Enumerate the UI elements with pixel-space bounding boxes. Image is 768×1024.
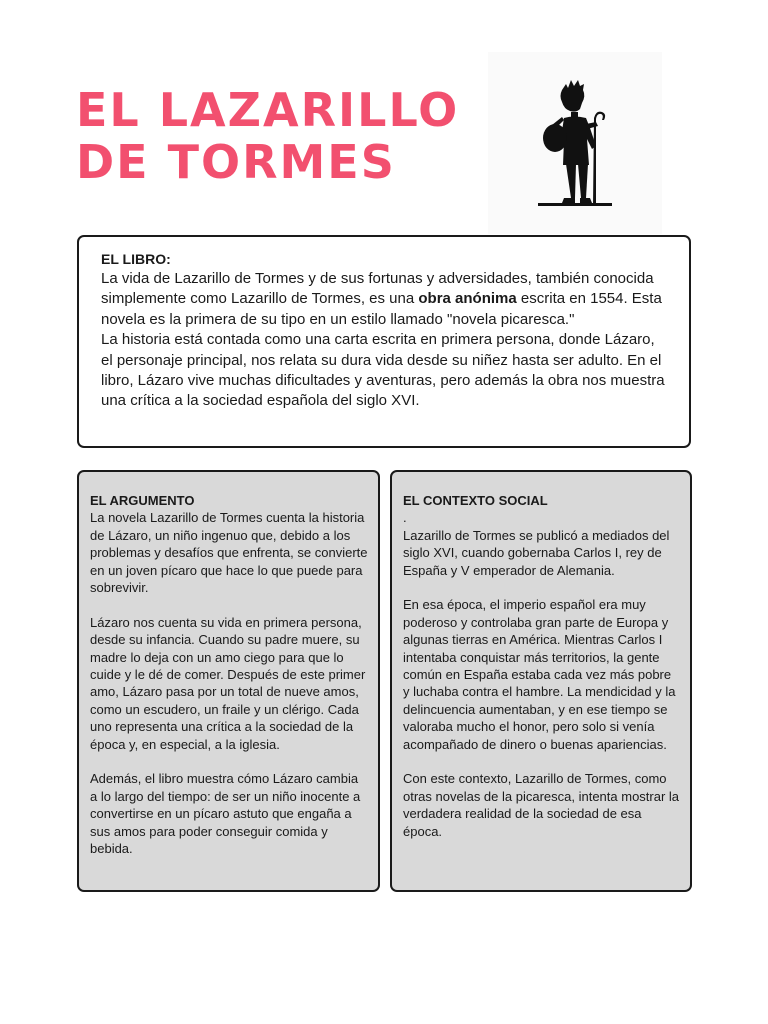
- contexto-paragraph-3: Con este contexto, Lazarillo de Tormes, como otras novelas de la picaresca, intenta mostrar la verdadera realidad de la sociedad de esa época.: [403, 771, 680, 839]
- lazarillo-silhouette-icon: [488, 52, 662, 234]
- libro-p1-bold: obra anónima: [418, 290, 517, 308]
- libro-section: [77, 235, 691, 448]
- illustration: [488, 52, 662, 234]
- argumento-section: [77, 470, 380, 892]
- libro-p1-text-b: escrita en 1554. Esta novela es la primera de su tipo en un estilo llamado "novela picaresca.": [101, 290, 662, 328]
- argumento-heading: EL ARGUMENTO: [90, 493, 195, 508]
- libro-p1-text-a: La vida de Lazarillo de Tormes y de sus fortunas y adversidades, también conocida simplemente como Lazarillo de Tormes, es una: [101, 270, 654, 308]
- title-line-1: EL LAZARILLO: [76, 83, 460, 137]
- contexto-paragraph-1: Lazarillo de Tormes se publicó a mediados del siglo XVI, cuando gobernaba Carlos I, rey de España y V emperador de Alemania.: [403, 527, 670, 578]
- libro-heading: EL LIBRO:: [101, 251, 171, 267]
- argumento-paragraph-3: Además, el libro muestra cómo Lázaro cambia a lo largo del tiempo: de ser un niño inocente a convertirse en un pícaro astuto que engaña a sus amos para poder conseguir comida y bebida.: [90, 771, 361, 857]
- argumento-paragraph-2: Lázaro nos cuenta su vida en primera persona, desde su infancia. Cuando su padre muere, su madre lo deja con un amo ciego para que lo cuide y le dé de comer. Después de este primer amo, Lázaro pasa por un total de nueve amos, como un escudero, un fraile y un clérigo. Cada uno representa una crítica a la sociedad de la época y, en especial, a la iglesia.: [90, 614, 366, 752]
- argumento-paragraph-1: La novela Lazarillo de Tormes cuenta la historia de Lázaro, un niño ingenuo que, debido a los problemas y desafíos que enfrenta, se convierte en un joven pícaro que hace lo que puede para sobrevivir.: [90, 510, 368, 596]
- libro-paragraph-1: [101, 269, 669, 330]
- contexto-section: [390, 470, 692, 892]
- libro-paragraph-2: La historia está contada como una carta escrita en primera persona, donde Lázaro, el personaje principal, nos relata su dura vida desde su niñez hasta ser adulto. En el libro, Lázaro vive muchas dificultades y aventuras, pero además la obra nos muestra una crítica a la sociedad española del siglo XVI.: [101, 331, 665, 410]
- contexto-heading: EL CONTEXTO SOCIAL: [403, 493, 548, 508]
- contexto-paragraph-2: En esa época, el imperio español era muy poderoso y controlaba gran parte de Europa y algunas tierras en América. Mientras Carlos I intentaba conquistar más territorios, la gente común en España estaba cada vez más pobre y luchaba contra el hambre. La mendicidad y la delincuencia aumentaban, y en ese tiempo se valoraba mucho el honor, pero solo si venía acompañado de dinero o buenas apariencias.: [403, 597, 676, 752]
- contexto-dot: .: [403, 510, 407, 526]
- page-title: [76, 84, 476, 188]
- title-line-2: DE TORMES: [76, 135, 396, 189]
